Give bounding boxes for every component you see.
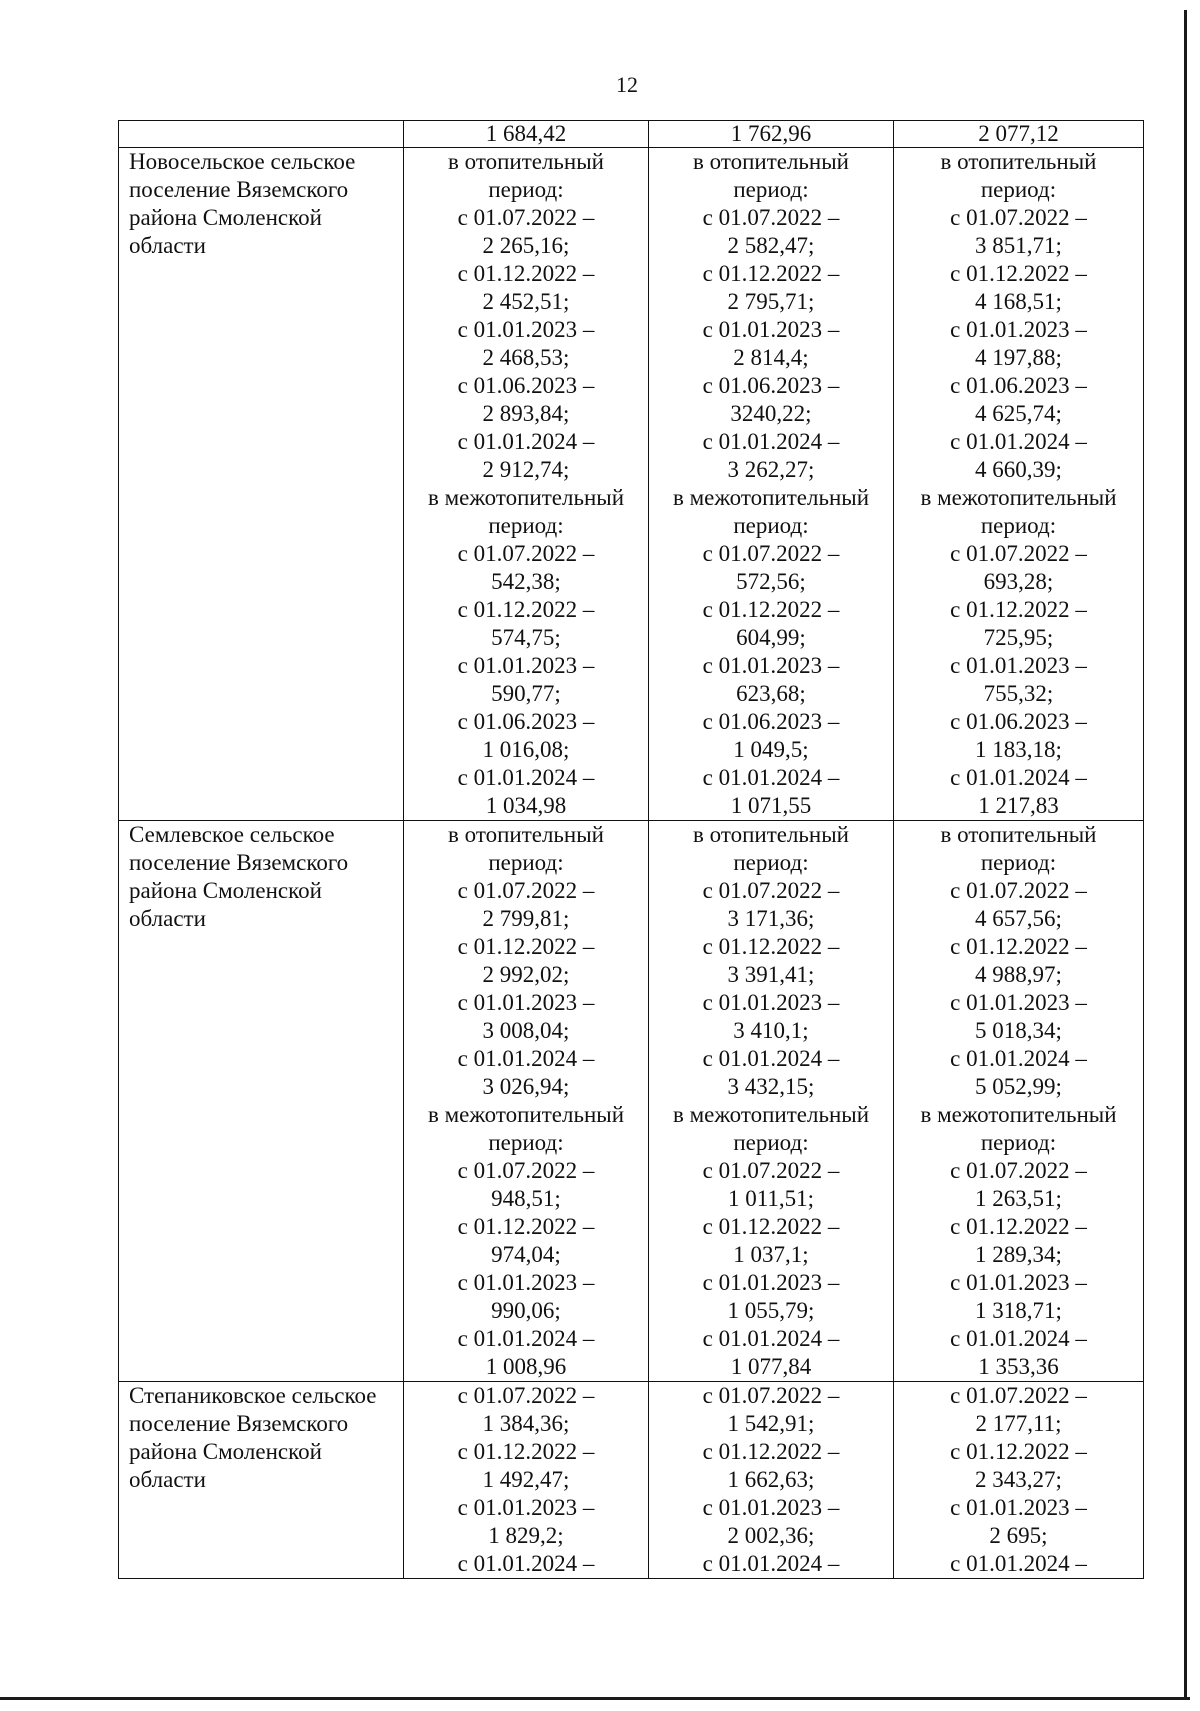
tariff-line: 990,06; [491, 1298, 561, 1323]
tariff-line: с 01.01.2023 – [702, 653, 840, 678]
tariff-line: 693,28; [983, 569, 1054, 594]
tariff-line: с 01.12.2022 – [702, 597, 840, 622]
tariff-line: с 01.07.2022 – [950, 541, 1087, 566]
page-edge-bottom [0, 1697, 1190, 1700]
tariff-line: период: [980, 1130, 1057, 1155]
tariff-line: в отопительный [448, 822, 604, 847]
tariff-line: 1 034,98 [485, 793, 567, 818]
tariff-line: 3 391,41; [727, 962, 815, 987]
tariff-line: с 01.01.2023 – [702, 990, 840, 1015]
tariff-line: с 01.12.2022 – [457, 1439, 595, 1464]
tariff-line: 1 662,63; [727, 1467, 815, 1492]
tariff-line: 2 343,27; [975, 1467, 1062, 1492]
tariff-line: с 01.01.2023 – [457, 317, 595, 342]
tariff-line: с 01.12.2022 – [702, 934, 840, 959]
settlement-name-cell [119, 148, 404, 821]
tariff-line: с 01.01.2023 – [950, 1270, 1087, 1295]
tariff-line: с 01.12.2022 – [950, 261, 1087, 286]
tariff-line: 604,99; [736, 625, 806, 650]
tariff-line: с 01.01.2024 – [702, 1046, 840, 1071]
settlement-name-cell [119, 1382, 404, 1579]
tariff-line: с 01.07.2022 – [702, 878, 840, 903]
tariff-line: с 01.06.2023 – [457, 373, 595, 398]
tariff-line: 3 171,36; [727, 906, 815, 931]
tariff-line: с 01.01.2023 – [950, 990, 1087, 1015]
tariff-line: 3 026,94; [482, 1074, 570, 1099]
tariff-line: с 01.01.2023 – [950, 1495, 1087, 1520]
tariff-line: с 01.07.2022 – [950, 205, 1087, 230]
tariff-line: 2 814,4; [733, 345, 809, 370]
tariff-line: с 01.01.2024 – [457, 765, 595, 790]
tariff-line: с 01.07.2022 – [702, 1383, 840, 1408]
tariff-line: с 01.07.2022 – [702, 205, 840, 230]
tariff-line: в межотопительный [427, 1102, 625, 1127]
tariff-line: с 01.12.2022 – [457, 597, 595, 622]
table-row [119, 148, 1144, 821]
tariff-line: период: [980, 177, 1057, 202]
tariff-line: период: [488, 1130, 564, 1155]
tariff-line: с 01.07.2022 – [457, 1158, 595, 1183]
tariff-cell [649, 821, 894, 1382]
tariff-line: с 01.12.2022 – [950, 934, 1087, 959]
tariff-line: с 01.01.2024 – [457, 429, 595, 454]
tariff-line: период: [980, 850, 1057, 875]
tariff-line: 2 992,02; [482, 962, 570, 987]
tariff-line: 574,75; [491, 625, 561, 650]
tariff-line: 3 432,15; [727, 1074, 815, 1099]
settlement-name-line: области [129, 233, 206, 258]
tariff-line: с 01.01.2024 – [950, 1046, 1087, 1071]
tariff-line: 4 625,74; [975, 401, 1062, 426]
tariff-line: с 01.01.2024 – [702, 429, 840, 454]
tariff-line: 1 071,55 [730, 793, 812, 818]
tariff-line: 2 695; [989, 1523, 1048, 1548]
tariff-line: период: [733, 177, 809, 202]
tariff-line: 1 016,08; [482, 737, 570, 762]
tariff-line: с 01.01.2023 – [702, 317, 840, 342]
tariff-line: 755,32; [983, 681, 1054, 706]
settlement-name-line: области [129, 906, 206, 931]
tariff-line: 5 018,34; [975, 1018, 1062, 1043]
tariff-line: с 01.12.2022 – [457, 1214, 595, 1239]
tariff-line: в межотопительный [920, 485, 1117, 510]
tariff-line: с 01.06.2023 – [457, 709, 595, 734]
tariff-cell [404, 148, 649, 821]
tariff-line: с 01.07.2022 – [457, 205, 595, 230]
tariff-line: 4 168,51; [975, 289, 1062, 314]
tariff-line: 1 289,34; [975, 1242, 1062, 1267]
tariff-line: с 01.07.2022 – [702, 541, 840, 566]
tariff-line: с 01.12.2022 – [702, 1439, 840, 1464]
tariff-line: 2 002,36; [727, 1523, 815, 1548]
tariff-line: 974,04; [491, 1242, 561, 1267]
tariff-line: 1 217,83 [978, 793, 1059, 818]
table-row [119, 821, 1144, 1382]
tariff-line: с 01.01.2024 – [457, 1551, 595, 1576]
tariff-line: с 01.06.2023 – [702, 373, 840, 398]
tariff-line: с 01.06.2023 – [702, 709, 840, 734]
tariff-cell [894, 148, 1144, 821]
tariff-line: с 01.01.2024 – [950, 765, 1087, 790]
tariff-line: 1 008,96 [485, 1354, 567, 1379]
tariff-line: 2 893,84; [482, 401, 570, 426]
tariff-line: в отопительный [940, 149, 1097, 174]
tariff-line: 2 912,74; [482, 457, 570, 482]
tariff-line: 623,68; [736, 681, 806, 706]
tariff-table [118, 120, 1144, 1579]
tariff-line: с 01.01.2023 – [950, 317, 1087, 342]
tariff-line: 542,38; [491, 569, 561, 594]
tariff-line: в межотопительный [672, 485, 870, 510]
tariff-line: 948,51; [491, 1186, 561, 1211]
page-number: 12 [616, 72, 638, 97]
tariff-line: 1 055,79; [727, 1298, 815, 1323]
tariff-line: 1 384,36; [482, 1411, 570, 1436]
table-cell-empty [119, 121, 404, 148]
tariff-line: с 01.01.2023 – [702, 1270, 840, 1295]
tariff-line: с 01.06.2023 – [950, 709, 1087, 734]
tariff-line: с 01.12.2022 – [950, 1439, 1087, 1464]
tariff-line: с 01.07.2022 – [702, 1158, 840, 1183]
tariff-line: период: [733, 850, 809, 875]
tariff-line: 3 410,1; [733, 1018, 809, 1043]
tariff-line: с 01.01.2024 – [950, 1326, 1087, 1351]
tariff-line: с 01.01.2023 – [457, 653, 595, 678]
settlement-name-line: поселение Вяземского [129, 1411, 349, 1436]
tariff-line: с 01.12.2022 – [702, 261, 840, 286]
tariff-line: 725,95; [983, 625, 1054, 650]
tariff-line: период: [733, 1130, 809, 1155]
tariff-line: с 01.12.2022 – [457, 261, 595, 286]
tariff-line: с 01.12.2022 – [457, 934, 595, 959]
settlement-name-line: района Смоленской [129, 205, 322, 230]
table-row [119, 1382, 1144, 1579]
settlement-name-line: поселение Вяземского [129, 850, 349, 875]
tariff-cell [894, 821, 1144, 1382]
tariff-line: 1 263,51; [975, 1186, 1062, 1211]
tariff-cell [649, 148, 894, 821]
tariff-line: 1 492,47; [482, 1467, 570, 1492]
tariff-line: с 01.01.2024 – [702, 1551, 840, 1576]
tariff-line: с 01.07.2022 – [457, 878, 595, 903]
tariff-line: 2 582,47; [727, 233, 815, 258]
tariff-line: 1 183,18; [975, 737, 1062, 762]
settlement-name-line: Семлевское сельское [129, 822, 335, 847]
tariff-cell [404, 1382, 649, 1579]
tariff-line: 2 795,71; [727, 289, 815, 314]
tariff-line: 3240,22; [730, 401, 812, 426]
tariff-line: 1 037,1; [733, 1242, 809, 1267]
tariff-line: с 01.01.2023 – [457, 1270, 595, 1295]
tariff-line: 572,56; [736, 569, 806, 594]
tariff-line: в отопительный [448, 149, 604, 174]
settlement-name-line: Новосельское сельское [129, 149, 356, 174]
tariff-line: с 01.12.2022 – [950, 597, 1087, 622]
tariff-line: 2 177,11; [975, 1411, 1062, 1436]
settlement-name-line: района Смоленской [129, 1439, 322, 1464]
tariff-line: период: [488, 177, 564, 202]
tariff-line: 3 262,27; [727, 457, 815, 482]
tariff-line: 1 077,84 [730, 1354, 812, 1379]
page-edge-right [1184, 10, 1187, 1700]
tariff-line: с 01.01.2024 – [702, 1326, 840, 1351]
tariff-line: с 01.07.2022 – [950, 878, 1087, 903]
table-cell-value: 2 077,12 [894, 121, 1144, 148]
tariff-line: в межотопительный [920, 1102, 1117, 1127]
tariff-line: с 01.01.2024 – [950, 429, 1087, 454]
tariff-line: в отопительный [940, 822, 1097, 847]
tariff-line: с 01.01.2023 – [457, 1495, 595, 1520]
tariff-line: 3 851,71; [975, 233, 1062, 258]
tariff-line: 1 318,71; [975, 1298, 1062, 1323]
tariff-line: с 01.12.2022 – [950, 1214, 1087, 1239]
settlement-name-line: района Смоленской [129, 878, 322, 903]
tariff-line: с 01.01.2024 – [457, 1046, 595, 1071]
tariff-line: с 01.07.2022 – [950, 1383, 1087, 1408]
tariff-line: с 01.12.2022 – [702, 1214, 840, 1239]
tariff-line: 1 542,91; [727, 1411, 815, 1436]
tariff-line: с 01.01.2024 – [702, 765, 840, 790]
tariff-line: 1 011,51; [727, 1186, 815, 1211]
tariff-line: с 01.07.2022 – [457, 1383, 595, 1408]
tariff-line: 4 660,39; [975, 457, 1062, 482]
tariff-line: с 01.07.2022 – [457, 541, 595, 566]
tariff-line: период: [488, 850, 564, 875]
tariff-line: 2 468,53; [482, 345, 570, 370]
tariff-cell [404, 821, 649, 1382]
tariff-line: период: [980, 513, 1057, 538]
tariff-line: с 01.06.2023 – [950, 373, 1087, 398]
table-row-continued-values [119, 121, 1144, 148]
tariff-line: в межотопительный [672, 1102, 870, 1127]
tariff-line: 4 988,97; [975, 962, 1062, 987]
tariff-line: 590,77; [491, 681, 561, 706]
tariff-line: 1 353,36 [978, 1354, 1059, 1379]
settlement-name-line: поселение Вяземского [129, 177, 349, 202]
tariff-line: период: [488, 513, 564, 538]
tariff-line: с 01.01.2023 – [457, 990, 595, 1015]
settlement-name-line: области [129, 1467, 206, 1492]
settlement-name-line: Степаниковское сельское [129, 1383, 377, 1408]
tariff-line: 2 452,51; [482, 289, 570, 314]
table-cell-value: 1 684,42 [404, 121, 649, 148]
tariff-line: в отопительный [693, 149, 849, 174]
tariff-line: с 01.01.2023 – [950, 653, 1087, 678]
settlement-name-cell [119, 821, 404, 1382]
tariff-line: 3 008,04; [482, 1018, 570, 1043]
tariff-line: период: [733, 513, 809, 538]
tariff-line: 5 052,99; [975, 1074, 1062, 1099]
tariff-line: в межотопительный [427, 485, 625, 510]
tariff-line: 4 657,56; [975, 906, 1062, 931]
tariff-line: 1 049,5; [733, 737, 809, 762]
tariff-line: 1 829,2; [488, 1523, 564, 1548]
tariff-line: 4 197,88; [975, 345, 1062, 370]
tariff-cell [894, 1382, 1144, 1579]
tariff-line: с 01.07.2022 – [950, 1158, 1087, 1183]
tariff-cell [649, 1382, 894, 1579]
tariff-line: с 01.01.2023 – [702, 1495, 840, 1520]
tariff-line: с 01.01.2024 – [457, 1326, 595, 1351]
table-cell-value: 1 762,96 [649, 121, 894, 148]
tariff-line: с 01.01.2024 – [950, 1551, 1087, 1576]
tariff-line: в отопительный [693, 822, 849, 847]
tariff-line: 2 265,16; [482, 233, 570, 258]
tariff-line: 2 799,81; [482, 906, 570, 931]
